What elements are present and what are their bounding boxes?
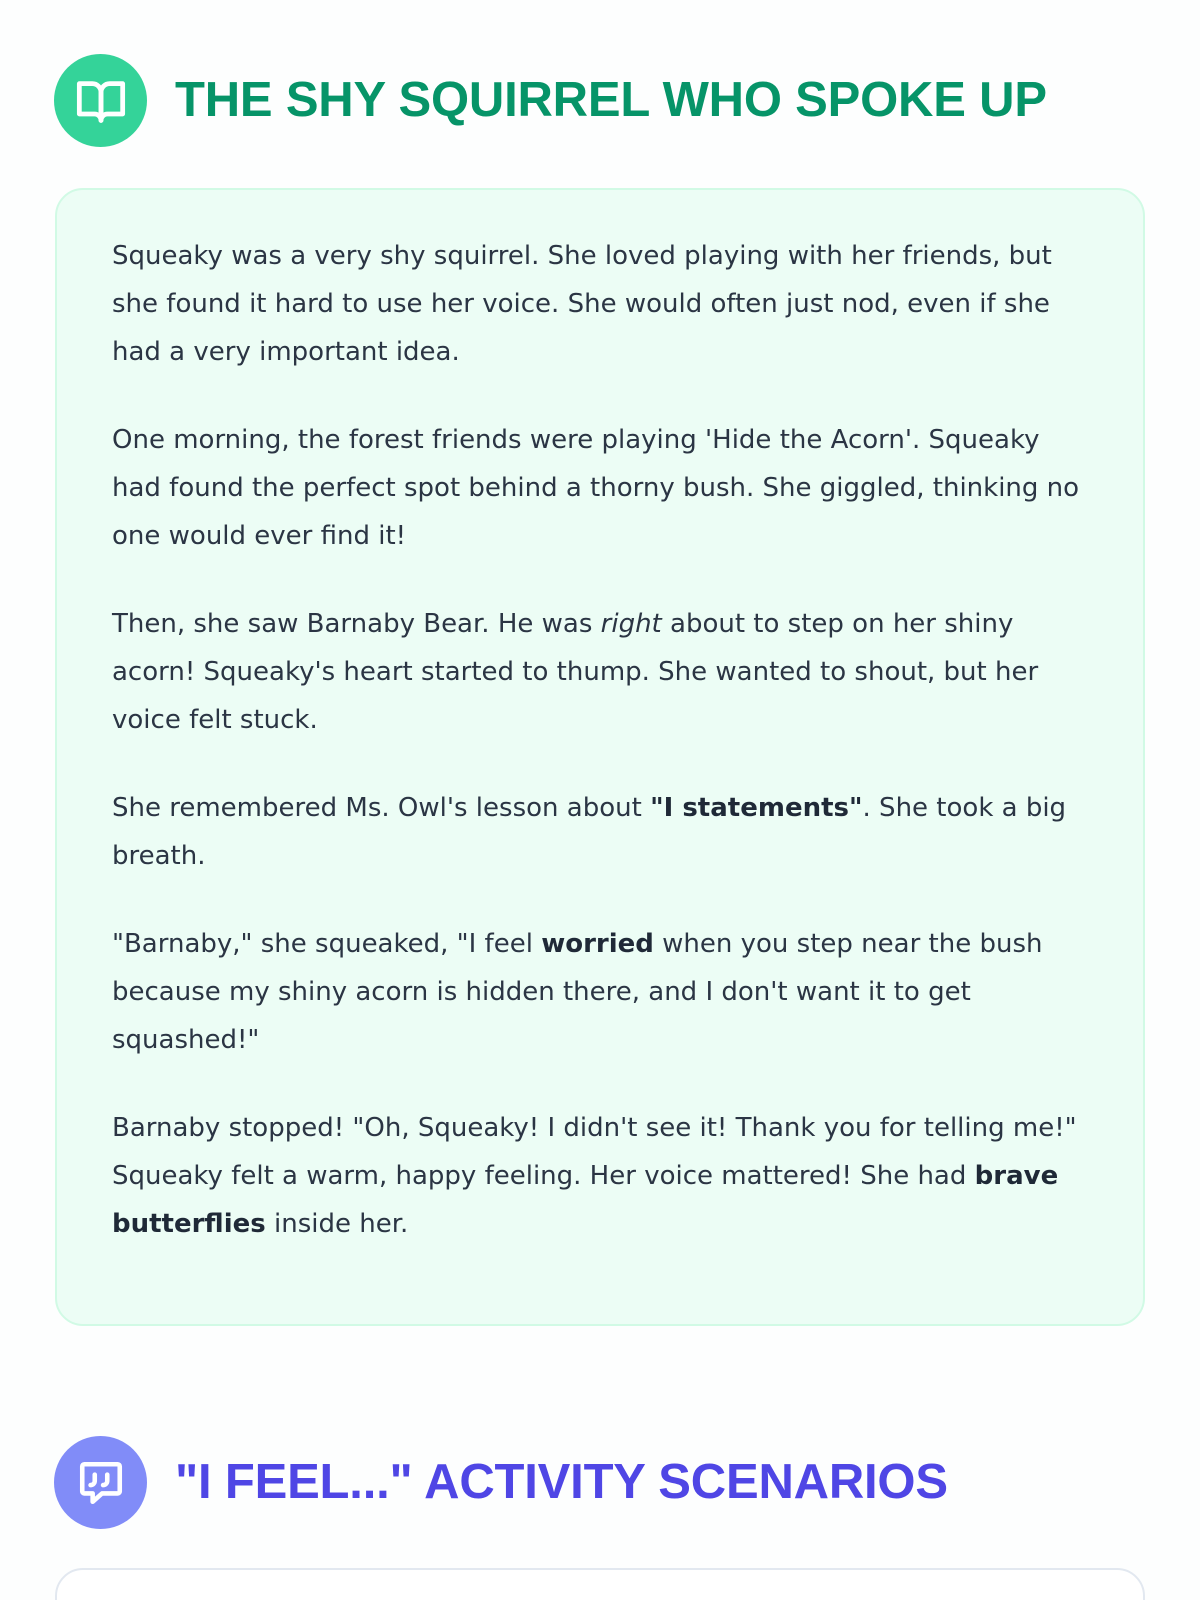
story-title: THE SHY SQUIRREL WHO SPOKE UP [175, 73, 1047, 127]
activity-section-header [54, 1436, 948, 1529]
activity-card [55, 1568, 1145, 1600]
story-section-header [54, 54, 1047, 147]
story-paragraph-6: Barnaby stopped! "Oh, Squeaky! I didn't see it! Thank you for telling me!" Squeaky felt a warm, happy feeling. Her voice mattered! She had brave butterflies inside her. [112, 1113, 1077, 1239]
bold-text: brave butterflies [112, 1161, 1059, 1239]
story-paragraph-3: Then, she saw Barnaby Bear. He was right about to step on her shiny acorn! Squeaky's heart started to thump. She wanted to shout, but her voice felt stuck. [112, 609, 1039, 735]
story-paragraph-4: She remembered Ms. Owl's lesson about "I statements". She took a big breath. [112, 793, 1067, 871]
bold-text: "I statements" [650, 793, 863, 823]
story-card [55, 188, 1145, 1326]
open-book-icon [54, 54, 147, 147]
story-paragraph-2: One morning, the forest friends were playing 'Hide the Acorn'. Squeaky had found the perfect spot behind a thorny bush. She giggled, thinking no one would ever find it! [112, 425, 1080, 551]
emphasis-text: right [600, 609, 662, 639]
story-paragraph-5: "Barnaby," she squeaked, "I feel worried when you step near the bush because my shiny acorn is hidden there, and I don't want it to get squashed!" [112, 929, 1043, 1055]
activity-title: "I FEEL..." ACTIVITY SCENARIOS [175, 1455, 948, 1509]
story-paragraph-1: Squeaky was a very shy squirrel. She loved playing with her friends, but she found it hard to use her voice. She would often just nod, even if she had a very important idea. [112, 241, 1052, 367]
bold-text: worried [541, 929, 654, 959]
speech-bubble-quote-icon [54, 1436, 147, 1529]
